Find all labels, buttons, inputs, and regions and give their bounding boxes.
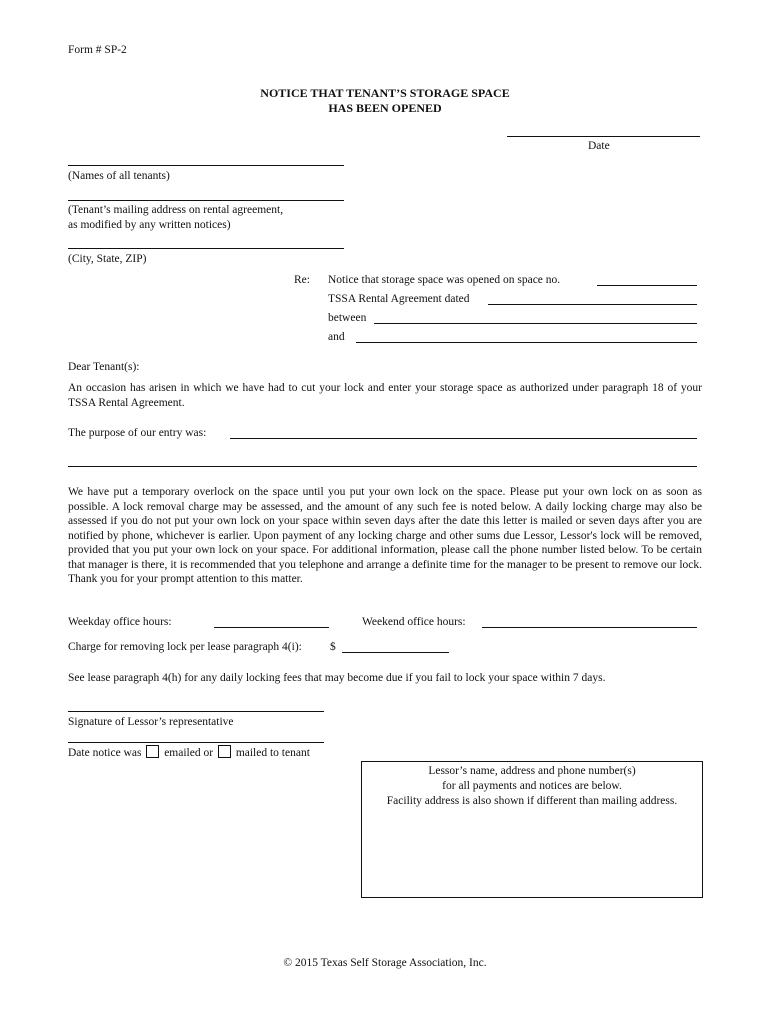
purpose-field[interactable]: [230, 438, 697, 439]
tenant-address-label-line2: as modified by any written notices): [68, 219, 231, 231]
paragraph-authorization: An occasion has arisen in which we have had to cut your lock and enter your storage space as authorized under paragraph 18 of your TSSA Rental Agreement.: [68, 382, 702, 409]
lock-removal-charge-label: Charge for removing lock per lease paragraph 4(i):: [68, 641, 302, 653]
city-state-zip-field[interactable]: [68, 248, 344, 249]
between-field[interactable]: [374, 323, 697, 324]
space-number-field[interactable]: [597, 285, 697, 286]
form-title-line2: HAS BEEN OPENED: [328, 101, 442, 115]
agreement-date-field[interactable]: [488, 304, 697, 305]
re-agreement-label: TSSA Rental Agreement dated: [328, 293, 470, 305]
paragraph-overlock: We have put a temporary overlock on the space until you put your own lock on the space. Please put your own lock on as soon as possible. A lock removal charge may be assessed, and the amount of any such fee is noted below. A daily locking charge may also be assessed if you do not put your own lock on your space within seven days after the date this letter is mailed or seven days after you are notified by phone, whichever is earlier. Upon payment of any locking charge and other sums due Lessor, Lessor's lock will be removed, provided that you put your own lock on your space. For additional information, please call the phone number listed below. To be certain that manager is there, it is recommended that you telephone and arrange a definite time for the manager to be present to remove our lock. Thank you for your prompt attention to this matter.: [68, 486, 702, 585]
date-label: Date: [588, 140, 610, 152]
emailed-label: emailed or: [164, 747, 214, 759]
re-and-label: and: [328, 331, 345, 343]
re-label: Re:: [294, 274, 310, 286]
mailed-label: mailed to tenant: [235, 747, 310, 759]
re-between-label: between: [328, 312, 367, 324]
emailed-checkbox[interactable]: [146, 745, 159, 758]
weekday-hours-field[interactable]: [214, 627, 329, 628]
purpose-label: The purpose of our entry was:: [68, 427, 207, 439]
city-state-zip-label: (City, State, ZIP): [68, 253, 147, 265]
lessor-box-line1: Lessor’s name, address and phone number(s): [428, 765, 636, 777]
tenant-address-field[interactable]: [68, 200, 344, 201]
form-number: Form # SP-2: [68, 44, 127, 56]
lessor-box-line2: for all payments and notices are below.: [442, 780, 622, 792]
date-field[interactable]: [507, 136, 700, 137]
salutation: Dear Tenant(s):: [68, 361, 140, 373]
signature-label: Signature of Lessor’s representative: [68, 716, 234, 728]
weekend-hours-label: Weekend office hours:: [362, 616, 466, 628]
dollar-sign: $: [330, 641, 336, 653]
daily-locking-fees-note: See lease paragraph 4(h) for any daily locking fees that may become due if you fail to lock your space within 7 days.: [68, 672, 606, 684]
lessor-box-line3: Facility address is also shown if different than mailing address.: [386, 795, 678, 807]
weekday-hours-label: Weekday office hours:: [68, 616, 172, 628]
and-field[interactable]: [356, 342, 697, 343]
copyright-footer: © 2015 Texas Self Storage Association, Inc.: [283, 957, 487, 969]
notice-delivery-row: [68, 745, 310, 761]
form-title-line1: NOTICE THAT TENANT’S STORAGE SPACE: [260, 86, 510, 100]
mailed-checkbox[interactable]: [218, 745, 231, 758]
lessor-info-box[interactable]: [361, 761, 703, 898]
re-space-label: Notice that storage space was opened on space no.: [328, 274, 561, 286]
lock-removal-charge-field[interactable]: [342, 652, 449, 653]
date-notice-label: Date notice was: [68, 747, 142, 759]
notice-date-field[interactable]: [68, 742, 324, 743]
tenant-names-field[interactable]: [68, 165, 344, 166]
signature-field[interactable]: [68, 711, 324, 712]
tenant-address-label-line1: (Tenant’s mailing address on rental agreement,: [68, 204, 284, 216]
tenant-names-label: (Names of all tenants): [68, 170, 170, 182]
weekend-hours-field[interactable]: [482, 627, 697, 628]
purpose-field-continued[interactable]: [68, 466, 697, 467]
